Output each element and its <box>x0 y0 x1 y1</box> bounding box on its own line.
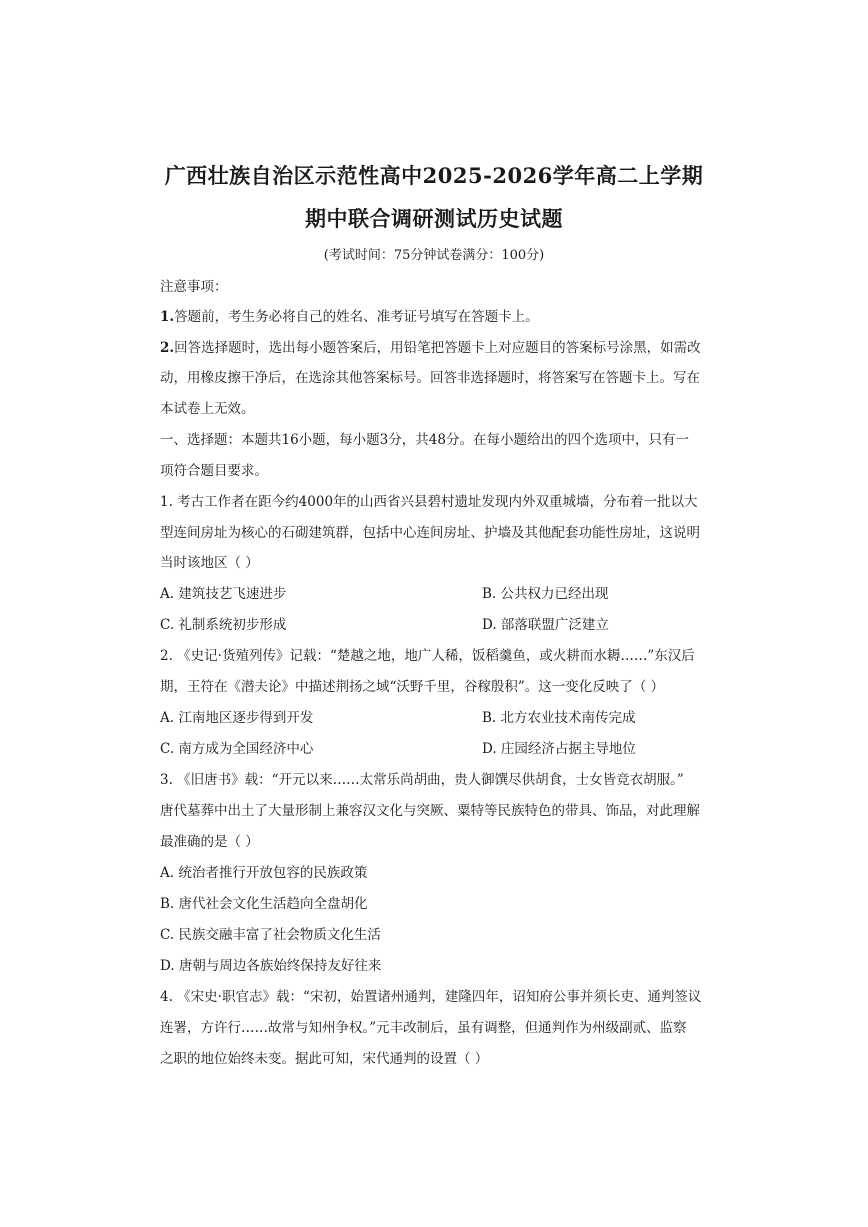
notice-heading: 注意事项： <box>160 279 228 295</box>
exam-subtitle: (考试时间：75分钟试卷满分：100分) <box>323 248 545 263</box>
question-3-option-a: A. 统治者推行开放包容的民族政策 <box>160 865 368 881</box>
question-1-option-d: D. 部落联盟广泛建立 <box>482 617 609 633</box>
exam-title-line1: 广西壮族自治区示范性高中2025-2026学年高二上学期 <box>164 163 704 188</box>
notice-item-1: 1.答题前，考生务必将自己的姓名、准考证号填写在答题卡上。 <box>160 309 539 325</box>
question-1-stem: 1. 考古工作者在距今约4000年的山西省兴县碧村遗址发现内外双重城墙，分布着一批以大 <box>160 494 698 510</box>
exam-title-line2: 期中联合调研测试历史试题 <box>305 206 563 231</box>
question-4-stem-end: 之职的地位始终未变。据此可知，宋代通判的设置（ ） <box>160 1051 489 1067</box>
question-3-stem-end: 最准确的是（ ） <box>160 834 259 850</box>
question-1-stem-cont: 型连间房址为核心的石砌建筑群，包括中心连间房址、护墙及其他配套功能性房址，这说明 <box>160 525 700 541</box>
question-1-stem-end: 当时该地区（ ） <box>160 555 259 571</box>
question-3-option-b: B. 唐代社会文化生活趋向全盘胡化 <box>160 896 368 912</box>
question-3-stem-cont: 唐代墓葬中出土了大量形制上兼容汉文化与突厥、粟特等民族特色的带具、饰品，对此理解 <box>160 803 700 819</box>
question-4-stem: 4. 《宋史·职官志》载：“宋初，始置诸州通判，建隆四年，诏知府公事并须长吏、通判签议 <box>160 989 702 1005</box>
question-2-option-c: C. 南方成为全国经济中心 <box>160 741 314 757</box>
section-1-heading-cont: 项符合题目要求。 <box>160 463 268 479</box>
question-2-stem: 2. 《史记·货殖列传》记载：“楚越之地，地广人稀，饭稻羹鱼，或火耕而水耨……”东汉后 <box>160 648 695 664</box>
notice-item-2-end: 本试卷上无效。 <box>160 401 255 417</box>
section-1-heading: 一、选择题：本题共16小题，每小题3分，共48分。在每小题给出的四个选项中，只有一 <box>160 432 689 448</box>
question-3-option-c: C. 民族交融丰富了社会物质文化生活 <box>160 927 381 943</box>
question-4-stem-cont: 连署，方许行……故常与知州争权。”元丰改制后，虽有调整，但通判作为州级副贰、监察 <box>160 1020 687 1036</box>
notice-item-2: 2.回答选择题时，选出每小题答案后，用铅笔把答题卡上对应题目的答案标号涂黑，如需改 <box>160 340 701 356</box>
question-2-option-a: A. 江南地区逐步得到开发 <box>160 710 314 726</box>
notice-item-2-cont: 动，用橡皮擦干净后，在选涂其他答案标号。回答非选择题时，将答案写在答题卡上。写在 <box>160 370 700 386</box>
question-1-option-a: A. 建筑技艺飞速进步 <box>160 586 287 602</box>
question-2-option-d: D. 庄园经济占据主导地位 <box>482 741 636 757</box>
question-1-option-b: B. 公共权力已经出现 <box>482 586 609 602</box>
question-1-option-c: C. 礼制系统初步形成 <box>160 617 287 633</box>
question-2-option-b: B. 北方农业技术南传完成 <box>482 710 636 726</box>
question-3-option-d: D. 唐朝与周边各族始终保持友好往来 <box>160 958 382 974</box>
question-2-stem-cont: 期，王符在《潜夫论》中描述荆扬之域“沃野千里，谷稼殷积”。这一变化反映了（ ） <box>160 679 665 695</box>
question-3-stem: 3. 《旧唐书》载：“开元以来……太常乐尚胡曲，贵人御馔尽供胡食，士女皆竞衣胡服。” <box>160 772 684 788</box>
